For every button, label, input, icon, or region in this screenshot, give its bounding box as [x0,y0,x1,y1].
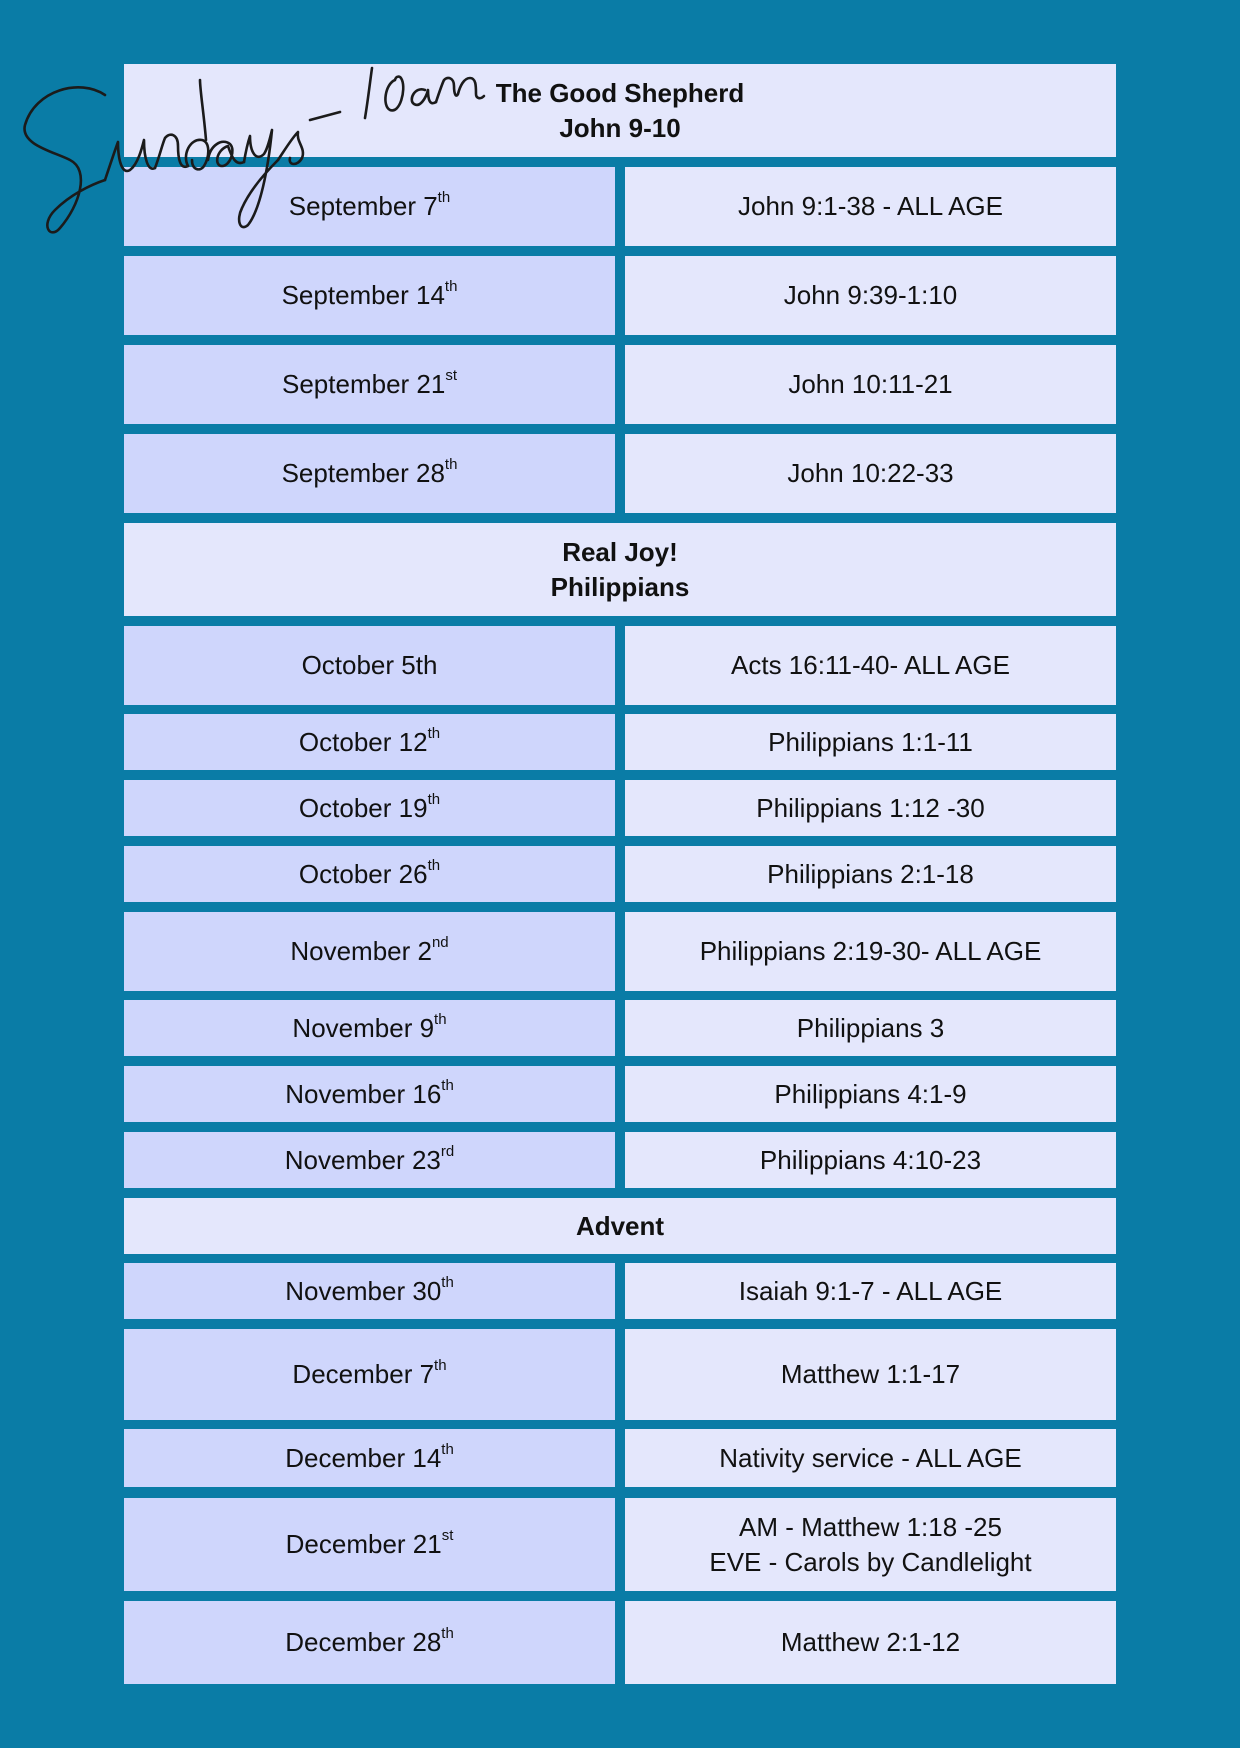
date-cell [124,345,615,424]
schedule-row [124,1601,1116,1684]
reading-text: Philippians 2:19-30- ALL AGE [699,936,1042,966]
reading-text: John 9:39-1:10 [783,280,958,310]
section-header-advent [124,1198,1116,1254]
reading-text: Matthew 2:1-12 [780,1627,961,1657]
reading-cell [625,1429,1116,1487]
date-text: September 28 [281,458,445,488]
schedule-row [124,1329,1116,1420]
schedule-row [124,912,1116,991]
date-cell [124,714,615,770]
reading-cell [625,1000,1116,1056]
date-cell [124,780,615,836]
date-suffix: th [444,456,458,474]
sermon-schedule [124,0,1116,1748]
section-header-good-shepherd [124,64,1116,157]
date-suffix: th [437,189,451,207]
date-suffix: th [427,790,441,808]
date-text: November 16 [285,1078,442,1109]
reading-cell [625,714,1116,770]
date-suffix: nd [431,934,449,952]
date-text: September 21 [282,369,446,399]
date-cell [124,846,615,902]
reading-text: Acts 16:11-40- ALL AGE [731,650,1010,680]
section-title: Real Joy! [562,536,678,567]
date-text: December 28 [285,1627,442,1657]
schedule-row [124,167,1116,246]
date-suffix: th [441,1440,454,1458]
date-cell [124,1498,615,1591]
date-cell [124,626,615,705]
date-text: December 7 [292,1359,435,1389]
reading-text: Philippians 1:12 -30 [756,792,985,823]
date-cell [124,1132,615,1188]
reading-cell [625,434,1116,513]
reading-cell [625,780,1116,836]
date-cell [124,167,615,246]
date-text: October 5th [301,650,438,680]
date-text: October 12 [298,726,428,757]
date-suffix: th [444,278,458,296]
date-suffix: th [427,856,441,874]
date-suffix: st [445,367,457,385]
date-suffix: st [441,1527,454,1545]
date-text: November 2 [290,936,432,966]
date-text: November 23 [284,1144,441,1175]
reading-cell [625,846,1116,902]
date-cell [124,1429,615,1487]
date-text: December 14 [285,1442,442,1473]
schedule-row [124,256,1116,335]
schedule-row [124,1132,1116,1188]
reading-cell [625,626,1116,705]
date-suffix: rd [440,1142,455,1160]
schedule-row [124,1000,1116,1056]
reading-text-line2: EVE - Carols by Candlelight [709,1546,1032,1577]
section-title: The Good Shepherd [495,77,745,108]
section-subtitle: Philippians [550,571,690,602]
reading-cell [625,1498,1116,1591]
date-cell [124,1066,615,1122]
date-suffix: th [427,724,441,742]
reading-text: Philippians 3 [796,1012,945,1043]
date-text: November 9 [292,1012,435,1043]
schedule-row [124,1429,1116,1487]
reading-cell [625,167,1116,246]
date-cell [124,434,615,513]
date-text: December 21 [285,1529,442,1559]
date-text: October 26 [298,858,428,889]
schedule-row [124,846,1116,902]
reading-text: Philippians 4:10-23 [759,1144,982,1175]
date-suffix: th [441,1273,454,1291]
reading-text: Philippians 4:1-9 [774,1078,967,1109]
reading-text: Matthew 1:1-17 [780,1359,961,1389]
date-suffix: th [441,1625,454,1643]
reading-cell [625,1263,1116,1319]
reading-text: John 10:11-21 [788,369,953,399]
schedule-row [124,626,1116,705]
date-text: September 14 [281,280,445,310]
reading-cell [625,1132,1116,1188]
date-cell [124,912,615,991]
date-cell [124,1329,615,1420]
reading-cell [625,256,1116,335]
section-header-real-joy [124,523,1116,616]
schedule-row [124,780,1116,836]
reading-text: Philippians 1:1-11 [768,726,973,757]
date-suffix: th [441,1076,454,1094]
reading-text: John 9:1-38 - ALL AGE [738,191,1003,221]
date-text: October 19 [298,792,428,823]
reading-text: AM - Matthew 1:18 -25 [738,1511,1002,1542]
date-suffix: th [434,1357,447,1375]
reading-cell [625,1601,1116,1684]
date-cell [124,1263,615,1319]
date-text: November 30 [285,1275,442,1306]
date-text: September 7 [288,191,438,221]
schedule-row [124,1066,1116,1122]
reading-cell [625,1066,1116,1122]
schedule-row [124,345,1116,424]
date-cell [124,1000,615,1056]
schedule-row [124,1263,1116,1319]
date-cell [124,1601,615,1684]
section-subtitle: John 9-10 [559,112,681,143]
schedule-row [124,434,1116,513]
reading-text: Nativity service - ALL AGE [719,1442,1022,1473]
reading-cell [625,345,1116,424]
schedule-row [124,714,1116,770]
reading-cell [625,1329,1116,1420]
date-suffix: th [434,1010,447,1028]
reading-text: John 10:22-33 [787,458,954,488]
schedule-row [124,1498,1116,1591]
reading-text: Philippians 2:1-18 [767,858,974,889]
date-cell [124,256,615,335]
section-title: Advent [575,1210,665,1241]
reading-cell [625,912,1116,991]
reading-text: Isaiah 9:1-7 - ALL AGE [738,1275,1003,1306]
